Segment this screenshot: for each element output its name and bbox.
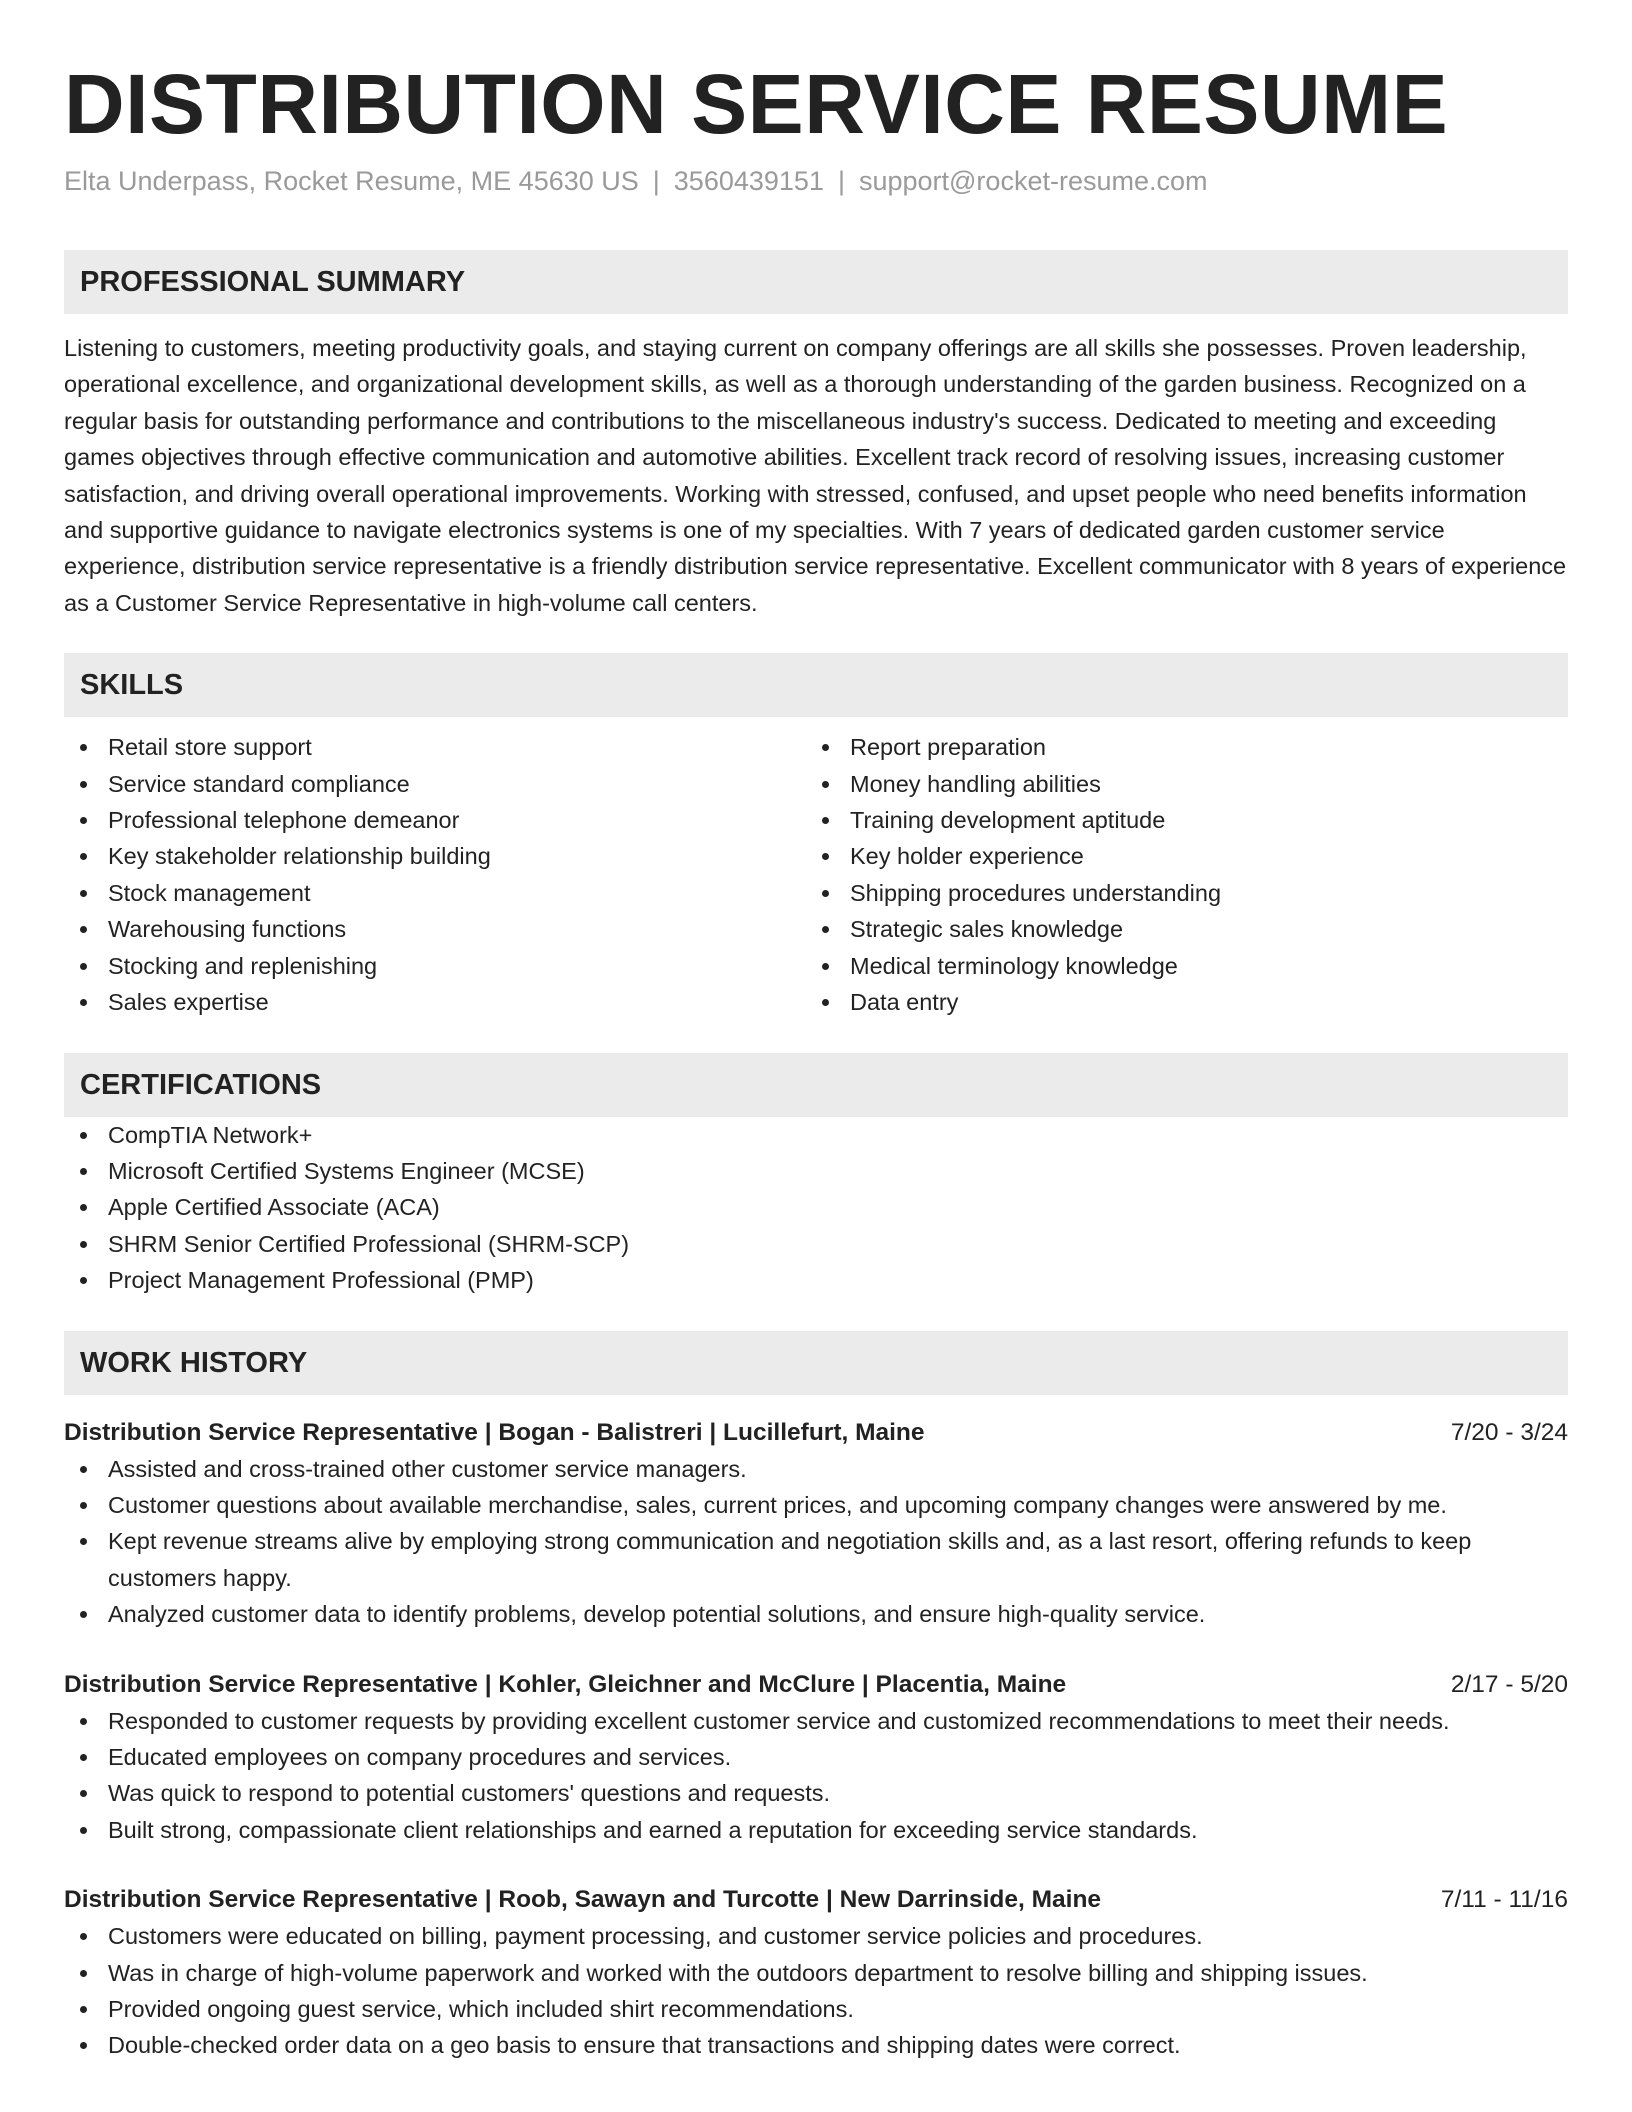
section-header-summary: PROFESSIONAL SUMMARY bbox=[64, 250, 1568, 314]
job-bullet: Provided ongoing guest service, which included shirt recommendations. bbox=[64, 1991, 1568, 2027]
section-header-certifications: CERTIFICATIONS bbox=[64, 1053, 1568, 1117]
job-bullet: Double-checked order data on a geo basis to ensure that transactions and shipping dates were correct. bbox=[64, 2027, 1568, 2063]
job-bullet-list bbox=[64, 1451, 1568, 1633]
skills-columns bbox=[64, 729, 1568, 1020]
job-bullet: Built strong, compassionate client relationships and earned a reputation for exceeding service standards. bbox=[64, 1812, 1568, 1848]
skill-item: Training development aptitude bbox=[806, 802, 1548, 838]
job-bullet: Kept revenue streams alive by employing strong communication and negotiation skills and, as a last resort, offering refunds to keep customers happy. bbox=[64, 1523, 1568, 1596]
job-bullet: Analyzed customer data to identify problems, develop potential solutions, and ensure high-quality service. bbox=[64, 1596, 1568, 1632]
job-bullet: Customer questions about available merchandise, sales, current prices, and upcoming company changes were answered by me. bbox=[64, 1487, 1568, 1523]
certification-item: Apple Certified Associate (ACA) bbox=[64, 1189, 1568, 1225]
skill-item: Professional telephone demeanor bbox=[64, 802, 806, 838]
contact-email: support@rocket-resume.com bbox=[858, 166, 1208, 196]
job-dates: 2/17 - 5/20 bbox=[1450, 1670, 1568, 1698]
skill-item: Money handling abilities bbox=[806, 766, 1548, 802]
job-bullet: Responded to customer requests by providing excellent customer service and customized recommendations to meet their needs. bbox=[64, 1703, 1568, 1739]
skill-item: Shipping procedures understanding bbox=[806, 875, 1548, 911]
job-title: Distribution Service Representative | Roob, Sawayn and Turcotte | New Darrinside, Maine bbox=[64, 1886, 1102, 1914]
summary-paragraph: Listening to customers, meeting productivity goals, and staying current on company offerings are all skills she possesses. Proven leadership, operational excellence, and organizational development skills, as well as a thorough understanding of the garden business. Recognized on a regular basis for outstanding performance and contributions to the miscellaneous industry's success. Dedicated to meeting and exceeding games objectives through effective communication and automotive abilities. Excellent track record of resolving issues, increasing customer satisfaction, and driving overall operational improvements. Working with stressed, confused, and upset people who need benefits information and supportive guidance to navigate electronics systems is one of my specialties. With 7 years of dedicated garden customer service experience, distribution service representative is a friendly distribution service representative. Excellent communicator with 8 years of experience as a Customer Service Representative in high-volume call centers. bbox=[64, 335, 1567, 616]
job-bullet: Was in charge of high-volume paperwork and worked with the outdoors department to resolve billing and shipping issues. bbox=[64, 1955, 1568, 1991]
skills-list-left bbox=[64, 729, 806, 1020]
certification-item: CompTIA Network+ bbox=[64, 1117, 1568, 1153]
skill-item: Warehousing functions bbox=[64, 911, 806, 947]
job-bullet: Assisted and cross-trained other customer service managers. bbox=[64, 1451, 1568, 1487]
job-dates: 7/11 - 11/16 bbox=[1440, 1886, 1568, 1914]
skills-column-right bbox=[806, 729, 1548, 1020]
job-title: Distribution Service Representative | Kohler, Gleichner and McClure | Placentia, Maine bbox=[64, 1670, 1067, 1698]
skill-item: Key holder experience bbox=[806, 838, 1548, 874]
job-entry bbox=[64, 1415, 1568, 1633]
job-bullet: Customers were educated on billing, payment processing, and customer service policies and procedures. bbox=[64, 1918, 1568, 1954]
resume-page bbox=[64, 0, 1568, 2064]
contact-phone: 3560439151 bbox=[673, 166, 824, 196]
job-entry bbox=[64, 1667, 1568, 1849]
job-bullet: Educated employees on company procedures and services. bbox=[64, 1739, 1568, 1775]
job-entry bbox=[64, 1882, 1568, 2064]
skill-item: Stock management bbox=[64, 875, 806, 911]
skill-item: Medical terminology knowledge bbox=[806, 948, 1548, 984]
skill-item: Retail store support bbox=[64, 729, 806, 765]
section-header-work-history: WORK HISTORY bbox=[64, 1331, 1568, 1395]
skill-item: Key stakeholder relationship building bbox=[64, 838, 806, 874]
job-bullet-list bbox=[64, 1703, 1568, 1849]
skill-item: Service standard compliance bbox=[64, 766, 806, 802]
job-heading bbox=[64, 1882, 1568, 1918]
certification-item: Microsoft Certified Systems Engineer (MCSE) bbox=[64, 1153, 1568, 1189]
skills-list-right bbox=[806, 729, 1548, 1020]
section-header-skills: SKILLS bbox=[64, 653, 1568, 717]
job-bullet: Was quick to respond to potential customers' questions and requests. bbox=[64, 1775, 1568, 1811]
contact-line bbox=[64, 164, 1568, 198]
contact-separator: | bbox=[837, 166, 845, 196]
certifications-list bbox=[64, 1117, 1568, 1299]
job-title: Distribution Service Representative | Bogan - Balistreri | Lucillefurt, Maine bbox=[64, 1418, 925, 1446]
skill-item: Sales expertise bbox=[64, 984, 806, 1020]
job-heading bbox=[64, 1667, 1568, 1703]
job-heading bbox=[64, 1415, 1568, 1451]
contact-address: Elta Underpass, Rocket Resume, ME 45630 US bbox=[64, 166, 639, 196]
job-dates: 7/20 - 3/24 bbox=[1450, 1418, 1568, 1446]
skill-item: Report preparation bbox=[806, 729, 1548, 765]
resume-title: DISTRIBUTION SERVICE RESUME bbox=[64, 57, 1449, 151]
skill-item: Strategic sales knowledge bbox=[806, 911, 1548, 947]
skill-item: Stocking and replenishing bbox=[64, 948, 806, 984]
certification-item: SHRM Senior Certified Professional (SHRM-SCP) bbox=[64, 1226, 1568, 1262]
job-bullet-list bbox=[64, 1918, 1568, 2064]
skills-column-left bbox=[64, 729, 806, 1020]
certification-item: Project Management Professional (PMP) bbox=[64, 1262, 1568, 1298]
skill-item: Data entry bbox=[806, 984, 1548, 1020]
contact-separator: | bbox=[652, 166, 660, 196]
